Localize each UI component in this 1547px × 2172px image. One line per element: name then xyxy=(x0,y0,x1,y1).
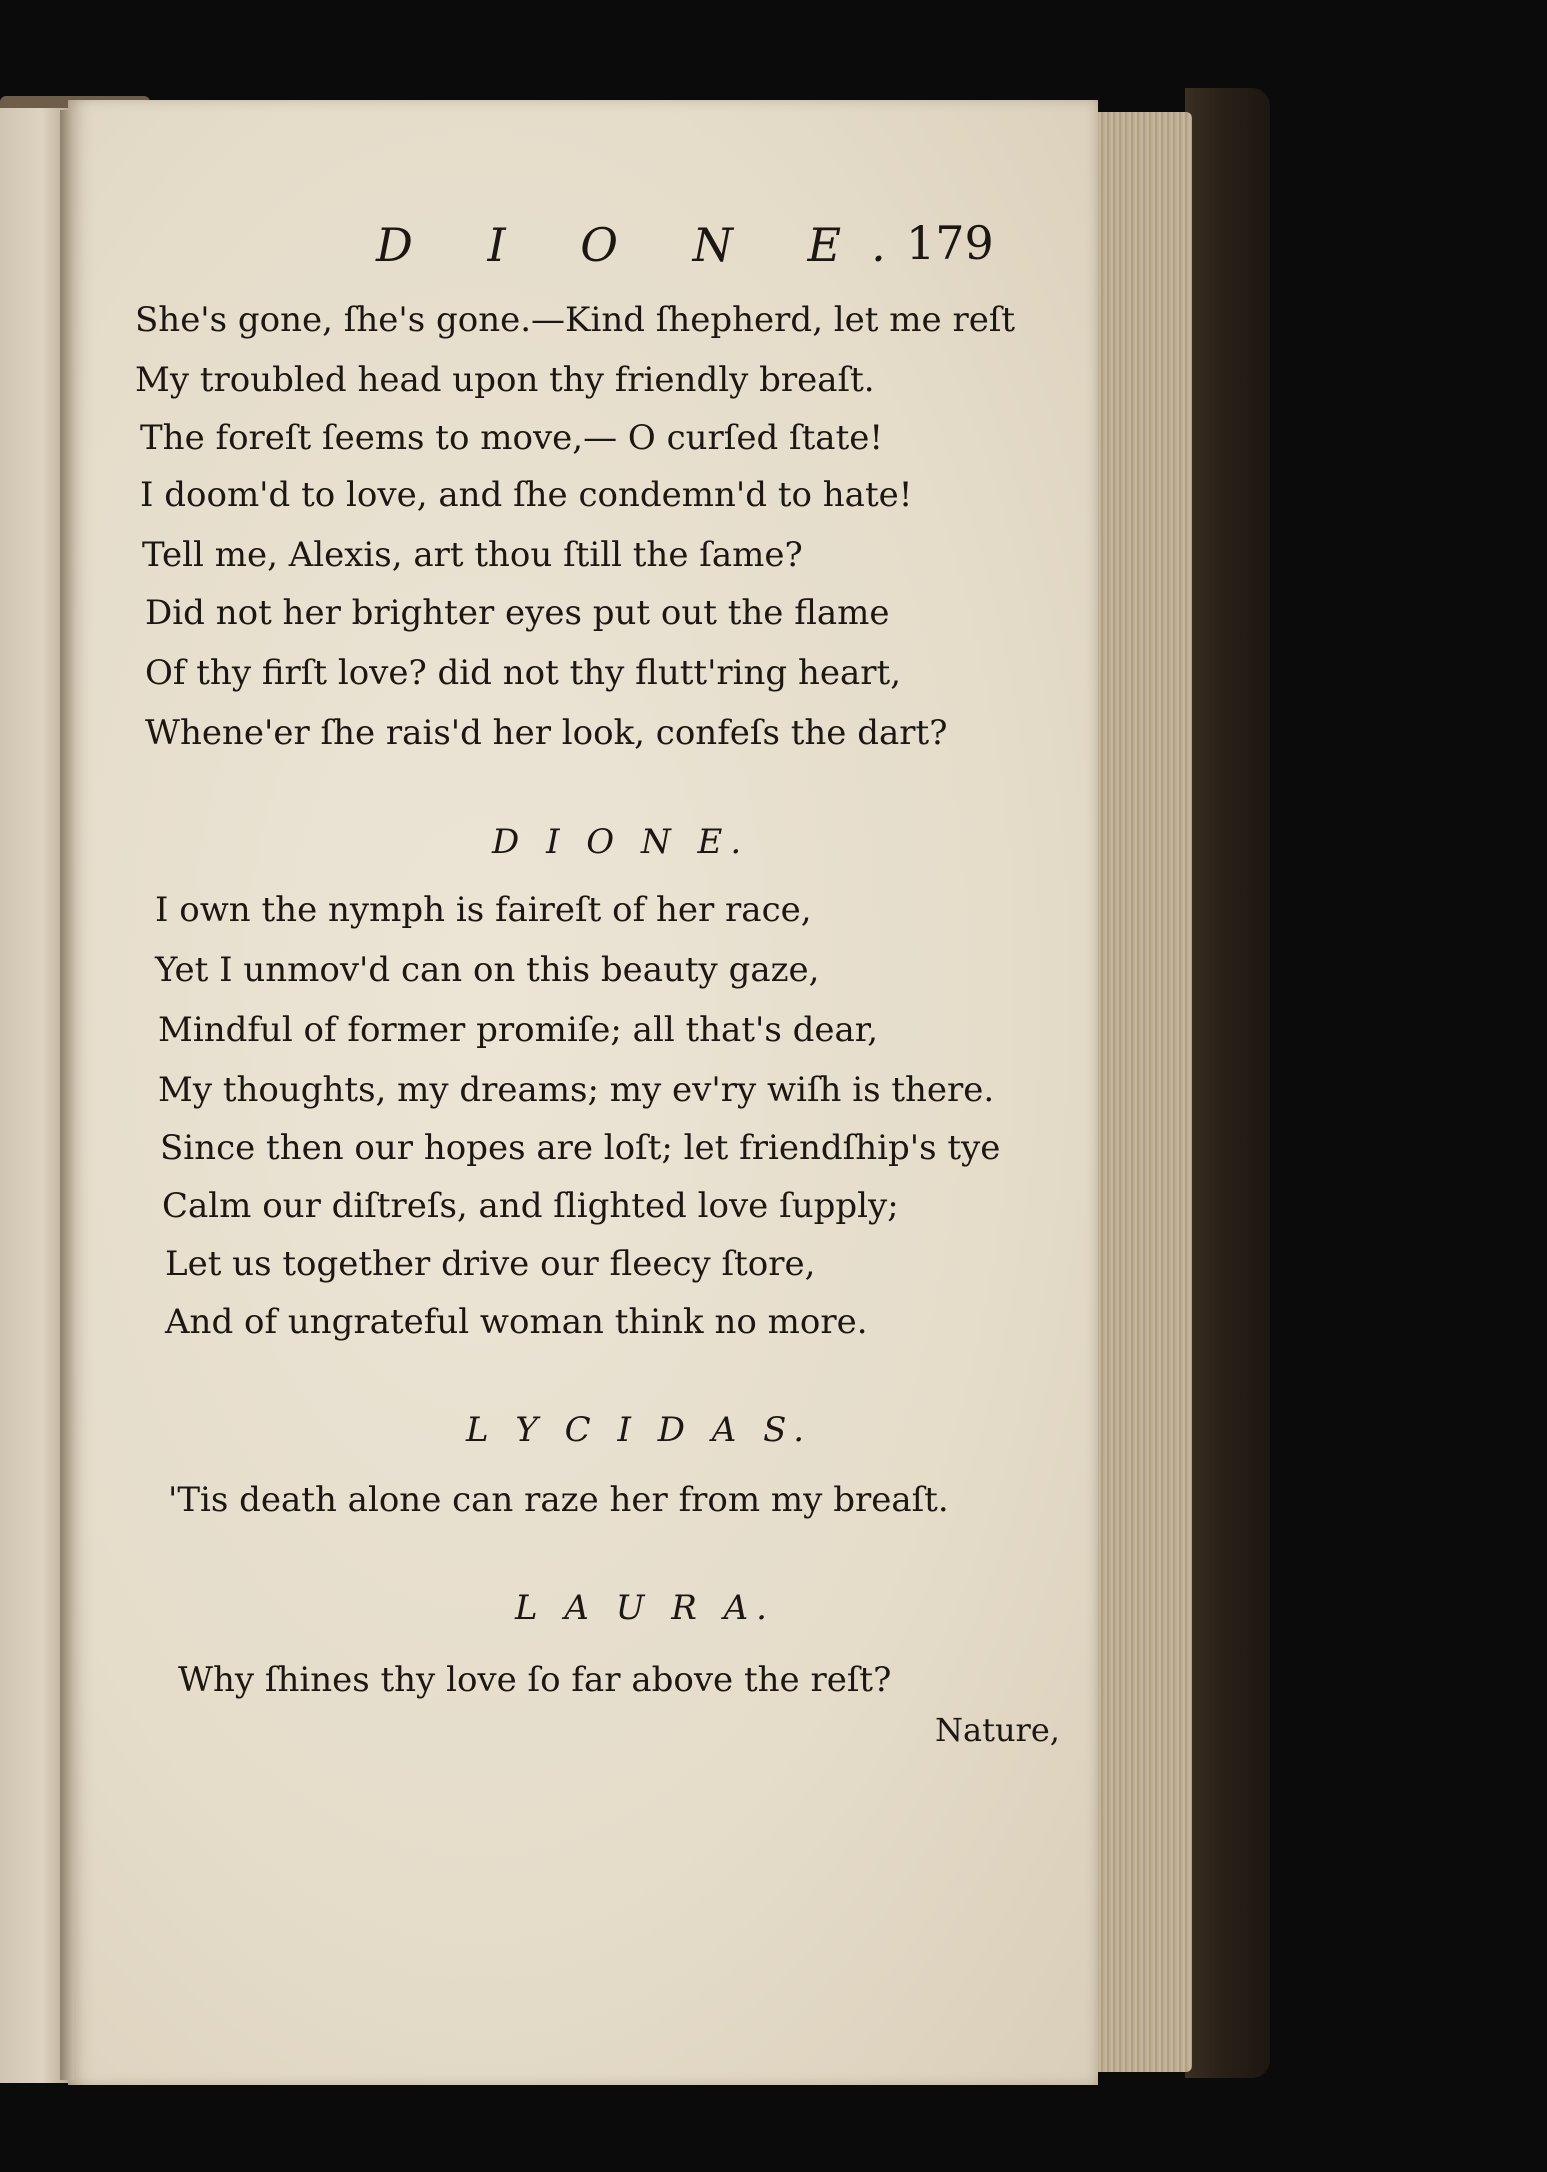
page-block-edges xyxy=(1092,112,1192,2072)
book-cover-edge xyxy=(1185,88,1270,2078)
verse-line: She's gone, ſhe's gone.—Kind ſhepherd, let me reſt xyxy=(135,300,1016,340)
verse-line: The foreſt ſeems to move,— O curſed ſtate! xyxy=(140,418,884,458)
verse-line: Yet I unmov'd can on this beauty gaze, xyxy=(155,950,820,990)
verse-line: Calm our diſtreſs, and ſlighted love ſupply; xyxy=(162,1186,899,1226)
page-number: 179 xyxy=(906,216,994,270)
verse-line: Did not her brighter eyes put out the flame xyxy=(145,593,890,633)
verse-line: Of thy firſt love? did not thy flutt'ring heart, xyxy=(145,653,902,693)
verse-line: Let us together drive our fleecy ſtore, xyxy=(165,1244,816,1284)
verse-line: And of ungrateful woman think no more. xyxy=(165,1302,868,1342)
running-header: D I O N E. xyxy=(376,218,916,272)
verse-line: My troubled head upon thy friendly breaſt. xyxy=(135,360,875,400)
verse-line: 'Tis death alone can raze her from my breaſt. xyxy=(168,1480,949,1520)
page-gutter xyxy=(60,110,74,2080)
verse-line: I doom'd to love, and ſhe condemn'd to hate! xyxy=(140,475,913,515)
verse-line: My thoughts, my dreams; my ev'ry wiſh is there. xyxy=(158,1070,995,1110)
verse-line: Whene'er ſhe rais'd her look, confeſs the dart? xyxy=(145,713,948,753)
catchword: Nature, xyxy=(935,1711,1060,1749)
verse-line: Mindful of former promiſe; all that's dear, xyxy=(158,1010,879,1050)
speaker-heading: D I O N E. xyxy=(492,822,750,862)
verse-line: I own the nymph is faireſt of her race, xyxy=(155,890,812,930)
verse-line: Since then our hopes are loſt; let friendſhip's tye xyxy=(160,1128,1001,1168)
speaker-heading: L Y C I D A S. xyxy=(466,1410,813,1450)
speaker-heading: L A U R A. xyxy=(515,1588,775,1628)
verse-line: Why ſhines thy love ſo far above the reſt? xyxy=(178,1660,892,1700)
verse-line: Tell me, Alexis, art thou ſtill the ſame? xyxy=(142,535,803,575)
